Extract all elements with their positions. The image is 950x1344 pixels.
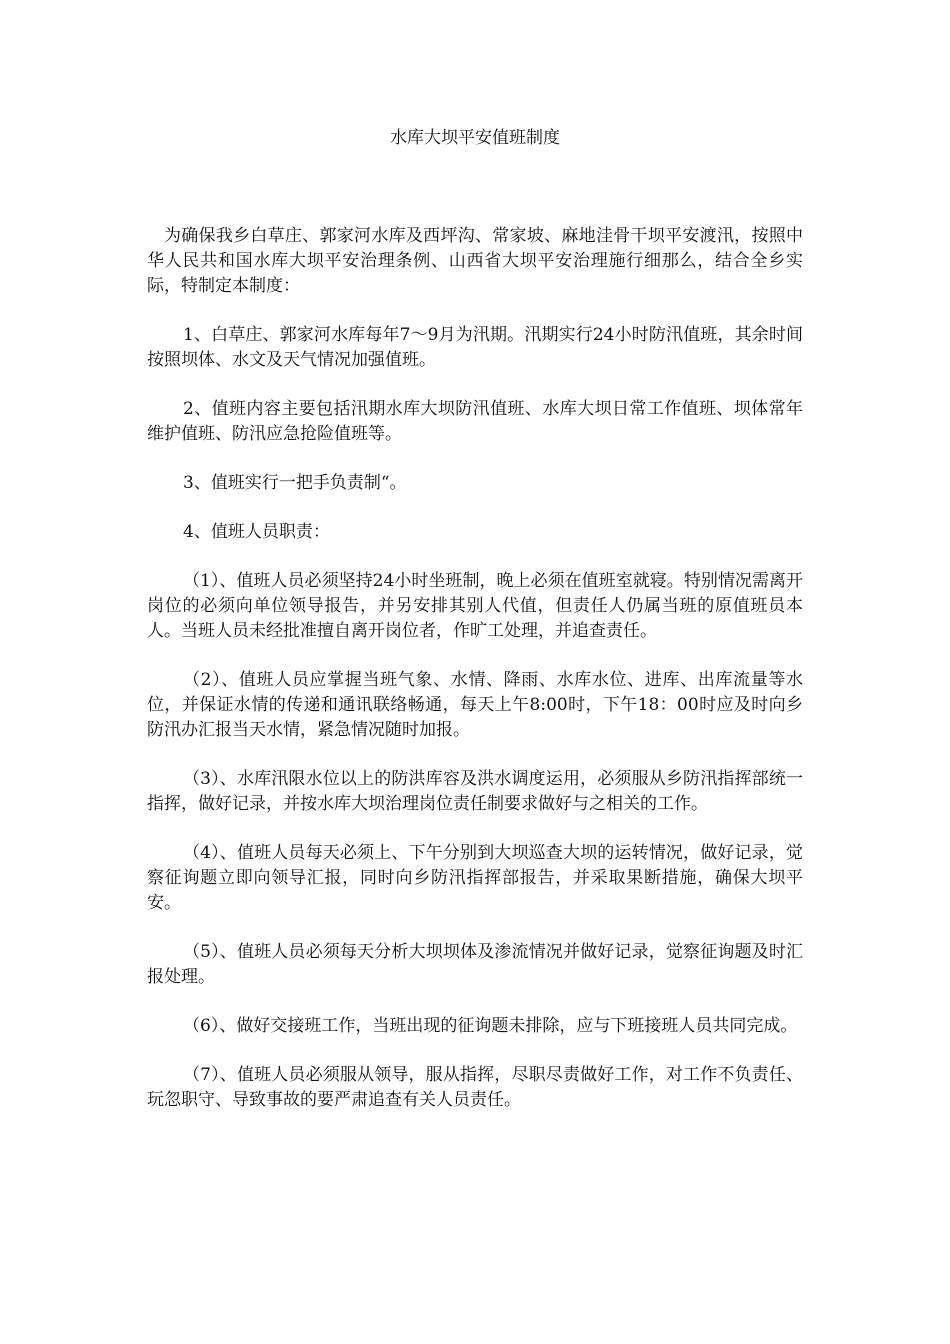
rule-3-paragraph: 3、值班实行一把手负责制“。 — [183, 473, 407, 493]
rule-2-paragraph: 2、值班内容主要包括汛期水库大坝防汛值班、水库大坝日常工作值班、坝体常年维护值班、防汛应急抢险值班等。 — [147, 399, 803, 444]
intro-paragraph: 为确保我乡白草庄、郭家河水库及西坪沟、常家坡、麻地洼骨干坝平安渡汛，按照中华人民共和国水库大坝平安治理条例、山西省大坝平安治理施行细那么，结合全乡实际，特制定本制度： — [147, 226, 803, 296]
duty-2-paragraph: （2）、值班人员应掌握当班气象、水情、降雨、水库水位、进库、出库流量等水位，并保证水情的传递和通讯联络畅通，每天上午8:00时，下午18：00时应及时向乡防汛办汇报当天水情，紧急情况随时加报。 — [147, 670, 803, 740]
rule-1-paragraph: 1、白草庄、郭家河水库每年7～9月为汛期。汛期实行24小时防汛值班，其余时间按照坝体、水文及天气情况加强值班。 — [147, 325, 803, 370]
duty-7-paragraph: （7）、值班人员必须服从领导，服从指挥，尽职尽责做好工作，对工作不负责任、玩忽职守、导致事故的要严肃追查有关人员责任。 — [147, 1065, 803, 1110]
duty-3-paragraph: （3）、水库汛限水位以上的防洪库容及洪水调度运用，必须服从乡防汛指挥部统一指挥，做好记录，并按水库大坝治理岗位责任制要求做好与之相关的工作。 — [147, 769, 803, 814]
duty-1-paragraph: （1）、值班人员必须坚持24小时坐班制，晚上必须在值班室就寝。特别情况需离开岗位的必须向单位领导报告，并另安排其别人代值，但责任人仍属当班的原值班员本人。当班人员未经批准擅自离开岗位者，作旷工处理，并追查责任。 — [147, 571, 803, 641]
duty-5-paragraph: （5）、值班人员必须每天分析大坝坝体及渗流情况并做好记录，觉察征询题及时汇报处理。 — [147, 942, 803, 987]
duty-4-paragraph: （4）、值班人员每天必须上、下午分别到大坝巡查大坝的运转情况，做好记录，觉察征询题立即向领导汇报，同时向乡防汛指挥部报告，并采取果断措施，确保大坝平安。 — [147, 843, 803, 913]
duty-6-paragraph: （6）、做好交接班工作，当班出现的征询题未排除，应与下班接班人员共同完成。 — [183, 1016, 798, 1036]
document-title: 水库大坝平安值班制度 — [390, 128, 560, 148]
document-body — [147, 224, 803, 1137]
rule-4-heading: 4、值班人员职责： — [183, 522, 330, 542]
